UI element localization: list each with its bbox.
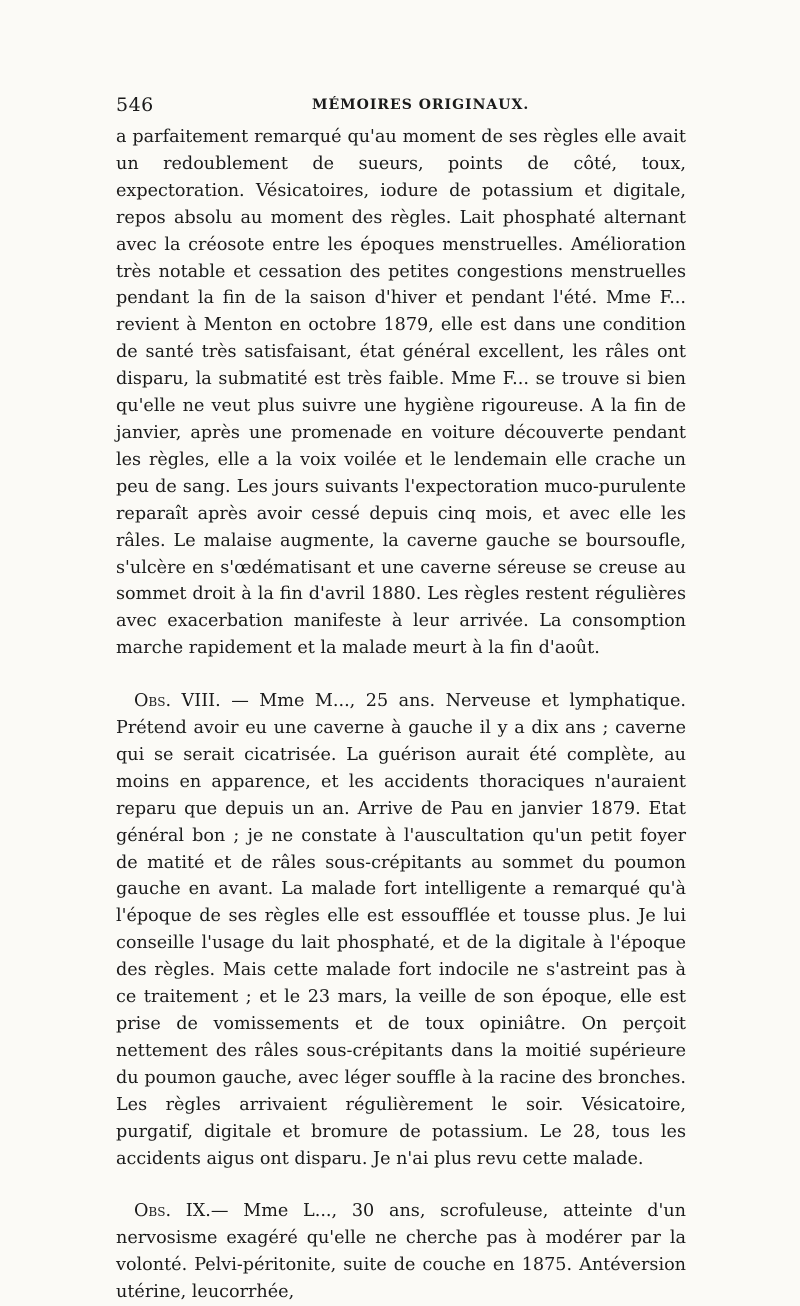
page-number: 546 (116, 94, 154, 116)
running-head: MÉMOIRES ORIGINAUX. (312, 97, 530, 113)
observation-label: Obs. IX. (134, 1201, 211, 1222)
paragraph-text: — Mme L..., 30 ans, scrofuleuse, atteinte d'un nervosisme exagéré qu'elle ne cherche pas à modérer par la volonté. Pelvi-péritonite, suite de couche en 1875. Antéversion utérine, leucorrhée, (116, 1201, 687, 1303)
paragraph-text: — Mme M..., 25 ans. Nerveuse et lymphatique. Prétend avoir eu une caverne à gauche il y a dix ans ; caverne qui se serait cicatrisée. La guérison aurait été complète, au moins en apparence, et les accidents thoraciques n'auraient reparu que depuis un an. Arrive de Pau en janvier 1879. Etat général bon ; je ne constate à l'auscultation qu'un petit foyer de matité et de râles sous-crépitants au sommet du poumon gauche en avant. La malade fort intelligente a remarqué qu'à l'époque de ses règles elle est essoufflée et tousse plus. Je lui conseille l'usage du lait phosphaté, et de la digitale à l'époque des règles. Mais cette malade fort indocile ne s'astreint pas à ce traitement ; et le 23 mars, la veille de son époque, elle est prise de vomissements et de toux opiniâtre. On perçoit nettement des râles sous-crépitants dans la moitié supérieure du poumon gauche, avec léger souffle à la racine des bronches. Les règles arrivaient régulièrement le soir. Vésicatoire, purgatif, digitale et bromure de potassium. Le 28, tous les accidents aigus ont disparu. Je n'ai plus revu cette malade. (116, 691, 687, 1169)
paragraph-text: a parfaitement remarqué qu'au moment de ses règles elle avait un redoublement de sueurs, points de côté, toux, expectoration. Vésicatoires, iodure de potassium et digitale, repos absolu au moment des règles. Lait phosphaté alternant avec la créosote entre les époques menstruelles. Amélioration très notable et cessation des petites congestions menstruelles pendant la fin de la saison d'hiver et pendant l'été. Mme F... revient à Menton en octobre 1879, elle est dans une condition de santé très satisfaisant, état général excellent, les râles ont disparu, la submatité est très faible. Mme F... se trouve si bien qu'elle ne veut plus suivre une hygiène rigoureuse. A la fin de janvier, après une promenade en voiture découverte pendant les règles, elle a la voix voilée et le lendemain elle crache un peu de sang. Les jours suivants l'expectoration muco-purulente reparaît après avoir cessé depuis cinq mois, et avec elle les râles. Le malaise augmente, la caverne gauche se boursoufle, s'ulcère en s'œdématisant et une caverne séreuse se creuse au sommet droit à la fin d'avril 1880. Les règles restent régulières avec exacerbation manifeste à leur arrivée. La consomption marche rapidement et la malade meurt à la fin d'août. (116, 127, 686, 659)
observation-label: Obs. VIII. (134, 691, 221, 712)
paragraph-continuation (116, 124, 686, 662)
body-text (116, 124, 686, 1306)
page-header (116, 94, 686, 118)
paragraph-obs-viii (116, 688, 686, 1172)
